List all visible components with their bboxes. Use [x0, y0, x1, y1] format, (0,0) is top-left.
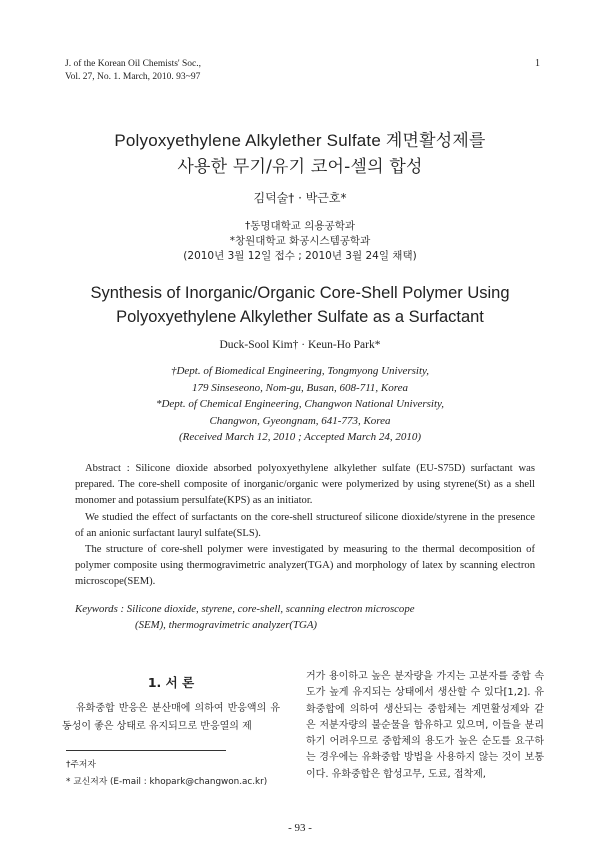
abstract: [75, 461, 535, 591]
keywords-label: Keywords: [75, 603, 118, 615]
journal-info: [65, 58, 201, 84]
korean-title: [0, 128, 600, 180]
left-column-text: 유화중합 반응은 분산매에 의하여 반응액의 유동성이 좋은 상태로 유지되므로 반응열의 제: [62, 703, 280, 732]
abstract-text-1: : Silicone dioxide absorbed polyoxyethylene alkylether sulfate (EU-S75D) surfactant was prepared. The core-shell composite of inorganic/organic were polymerized by using styrene(St) as a shell monomer and potassium persulfate(KPS) as an initiator.: [75, 463, 535, 507]
english-title-line-2: Polyoxyethylene Alkylether Sulfate as a Surfactant: [116, 308, 484, 326]
korean-title-line-2: 사용한 무기/유기 코어-셀의 합성: [177, 157, 423, 177]
keywords: [75, 601, 535, 633]
right-column-text: 거가 용이하고 높은 분자량을 가지는 고분자를 중합 속도가 높게 유지되는 상태에서 생산할 수 있다[1,2]. 유화중합에 의하여 생산되는 중합체는 계면활성제와 같은 저분자량의 불순물을 함유하고 있으며, 이들을 분리하기 어려우므로 중합체의 용도가 높은 순도를 요구하는 경우에는 유화중합 방법을 사용하지 않는 것이 보통이다. 유화중합은 합성고무, 도료, 접착제,: [306, 671, 544, 780]
abstract-paragraph-3: The structure of core-shell polymer were investigated by measuring to the thermal decomposition of polymer composite using thermogravimetric analyzer(TGA) and morphology of latex by scanning electron microscope(SEM).: [75, 544, 535, 588]
korean-authors: 김덕술† · 박근호*: [253, 191, 347, 205]
english-authors: Duck-Sool Kim† · Keun-Ho Park*: [219, 339, 381, 351]
english-affiliation-2-line-2: Changwon, Gyeongnam, 641-773, Korea: [209, 414, 391, 427]
korean-dates: (2010년 3월 12일 접수 ; 2010년 3월 24일 채택): [183, 250, 417, 262]
korean-title-line-1: Polyoxyethylene Alkylether Sulfate 계면활성제를: [114, 131, 486, 150]
footnote-divider: [66, 750, 226, 751]
footer-page-label: - 93 -: [288, 822, 312, 834]
abstract-paragraph-2: We studied the effect of surfactants on the core-shell structureof silicone dioxide/styrene in the presence of an anionic surfactant lauryl sulfate(SLS).: [75, 511, 535, 539]
footnotes: [66, 757, 267, 791]
abstract-label: Abstract: [85, 463, 121, 474]
journal-line-2: Vol. 27, No. 1. March, 2010. 93~97: [65, 72, 201, 82]
keywords-line-1: : Silicone dioxide, styrene, core-shell, scanning electron microscope: [120, 603, 415, 615]
footnote-1: †주저자: [66, 760, 96, 770]
english-title-line-1: Synthesis of Inorganic/Organic Core-Shell Polymer Using: [90, 284, 510, 302]
page-number: 1: [535, 58, 540, 69]
english-title: [0, 281, 600, 329]
english-affiliation-1-line-2: 179 Sinseseono, Nom-gu, Busan, 608-711, Korea: [191, 381, 408, 394]
korean-affiliation-1: †동명대학교 의용공학과: [244, 220, 356, 232]
english-affiliations: [0, 363, 600, 446]
english-affiliation-2-line-1: *Dept. of Chemical Engineering, Changwon National University,: [155, 398, 445, 410]
keywords-line-2: (SEM), thermogravimetric analyzer(TGA): [135, 619, 318, 631]
footnote-2: * 교신저자 (E-mail : khopark@changwon.ac.kr): [66, 777, 268, 787]
english-affiliation-1-line-1: †Dept. of Biomedical Engineering, Tongmyong University,: [170, 365, 430, 377]
korean-affiliations: [0, 219, 600, 264]
korean-affiliation-2: *창원대학교 화공시스템공학과: [229, 235, 371, 247]
english-dates: (Received March 12, 2010 ; Accepted March 24, 2010): [178, 431, 422, 443]
abstract-paragraph-1: [75, 461, 535, 510]
journal-line-1: J. of the Korean Oil Chemists' Soc.,: [65, 59, 202, 69]
section-heading: 1. 서 론: [147, 675, 195, 690]
